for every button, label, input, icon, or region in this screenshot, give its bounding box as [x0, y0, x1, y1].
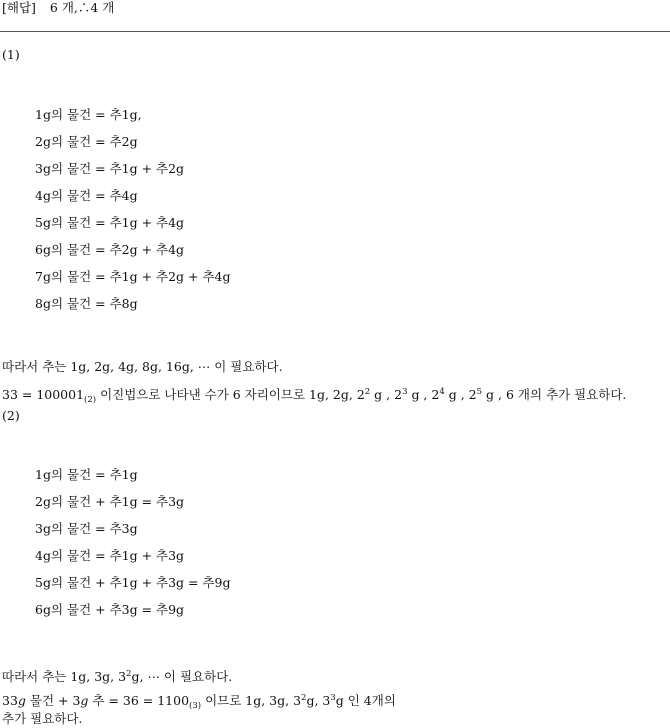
- equation-rhs: 추1g,: [109, 107, 142, 122]
- equals-sign: =: [91, 161, 110, 176]
- equation-row: [35, 602, 184, 618]
- part2-label: (2): [2, 408, 20, 423]
- equation-rhs: 추9g: [156, 602, 185, 617]
- answer-summary: 6 개,∴4 개: [49, 0, 115, 15]
- ternary-text: 추 = 36 = 1100: [88, 693, 190, 708]
- exponent: 4: [439, 387, 445, 397]
- equation-lhs: 1g의 물건: [35, 107, 92, 122]
- equals-sign: =: [91, 215, 110, 230]
- equals-sign: =: [91, 242, 110, 257]
- equation-rhs: 추4g: [109, 188, 138, 203]
- equation-row: [35, 467, 138, 483]
- equation-lhs: 5g의 물건: [35, 215, 92, 230]
- equation-lhs: 6g의 물건: [35, 242, 92, 257]
- equation-lhs: 8g의 물건: [35, 296, 92, 311]
- equation-lhs: 5g의 물건 + 추1g + 추3g: [35, 575, 185, 590]
- equation-row: [35, 296, 138, 312]
- equation-lhs: 6g의 물건 + 추3g: [35, 602, 138, 617]
- equation-row: [35, 548, 184, 564]
- equals-sign: =: [91, 521, 110, 536]
- equation-lhs: 1g의 물건: [35, 467, 92, 482]
- equation-rhs: 추1g + 추2g: [109, 161, 185, 176]
- exponent: 5: [476, 387, 483, 397]
- ternary-base: (3): [189, 701, 202, 711]
- ternary-text: 33: [2, 693, 18, 708]
- equation-row: [35, 188, 138, 204]
- equation-rhs: 추3g: [156, 494, 185, 509]
- equation-rhs: 추1g: [109, 467, 138, 482]
- equation-rhs: 추2g: [109, 134, 138, 149]
- equation-lhs: 4g의 물건: [35, 188, 92, 203]
- equation-row: [35, 494, 184, 510]
- equals-sign: =: [91, 188, 110, 203]
- conclusion-text: g, ⋯ 이 필요하다.: [131, 669, 233, 684]
- equals-sign: =: [91, 269, 110, 284]
- equals-sign: =: [184, 575, 203, 590]
- equals-sign: =: [91, 107, 110, 122]
- ternary-text: 이므로 1g, 3g, 3: [201, 693, 302, 708]
- answer-tag: [해답]: [2, 0, 36, 15]
- answer-header: [2, 0, 114, 16]
- equation-rhs: 추1g + 추2g + 추4g: [109, 269, 231, 284]
- equals-sign: =: [91, 467, 110, 482]
- equation-rhs: 추8g: [109, 296, 138, 311]
- equation-row: [35, 134, 138, 150]
- equals-sign: =: [91, 548, 110, 563]
- equals-sign: =: [91, 296, 110, 311]
- equation-lhs: 2g의 물건: [35, 134, 92, 149]
- variable-g: g: [17, 693, 26, 708]
- equation-rhs: 추1g + 추3g: [109, 548, 185, 563]
- ternary-text: g 인 4개의: [335, 693, 396, 708]
- exponent: 3: [402, 387, 408, 397]
- equation-row: [35, 269, 231, 285]
- equals-sign: =: [137, 494, 157, 509]
- equation-rhs: 추2g + 추4g: [109, 242, 185, 257]
- exponent: 2: [126, 669, 132, 679]
- equation-row: [35, 242, 184, 258]
- equation-rhs: 추3g: [109, 521, 138, 536]
- equation-lhs: 2g의 물건 + 추1g: [35, 494, 138, 509]
- equation-row: [35, 575, 231, 591]
- conclusion-text: 따라서 추는 1g, 3g, 3: [2, 669, 127, 684]
- part2-final: 추가 필요하다.: [2, 711, 83, 726]
- equals-sign: =: [137, 602, 157, 617]
- equation-rhs: 추1g + 추4g: [109, 215, 185, 230]
- equation-lhs: 3g의 물건: [35, 161, 92, 176]
- binary-number: 33 = 100001: [2, 387, 85, 402]
- equation-rhs: 추9g: [202, 575, 231, 590]
- header-divider: [0, 31, 670, 32]
- equation-lhs: 3g의 물건: [35, 521, 92, 536]
- ternary-text: g, 3: [306, 693, 331, 708]
- part1-binary-line: $33 = 100001_{(2)}$ 이진법으로 나타낸 수가 6 자리이므로 1g, 2g, $2^2$ g , $2^3$ g , $2^4$ g , $2^5$ g , 6 개의 추가 필요하다.: [2, 387, 627, 405]
- equation-lhs: 7g의 물건: [35, 269, 92, 284]
- equation-row: [35, 161, 184, 177]
- exponent: 2: [301, 693, 307, 703]
- equals-sign: =: [91, 134, 110, 149]
- binary-end: , 6 개의 추가 필요하다.: [494, 387, 627, 402]
- exponent: 3: [330, 693, 336, 703]
- binary-base: (2): [84, 395, 97, 405]
- equation-row: [35, 107, 142, 123]
- part2-conclusion: [2, 666, 232, 685]
- equation-row: [35, 521, 138, 537]
- equation-lhs: 4g의 물건: [35, 548, 92, 563]
- variable-g: g: [80, 693, 89, 708]
- binary-explanation: 이진법으로 나타낸 수가 6 자리이므로 1g, 2g, 2: [96, 387, 365, 402]
- equation-row: [35, 215, 184, 231]
- part1-label: (1): [2, 47, 20, 62]
- ternary-text: 물건 + 3: [25, 693, 81, 708]
- part1-conclusion: 따라서 추는 1g, 2g, 4g, 8g, 16g, ⋯ 이 필요하다.: [2, 359, 283, 374]
- exponent: 2: [364, 387, 371, 397]
